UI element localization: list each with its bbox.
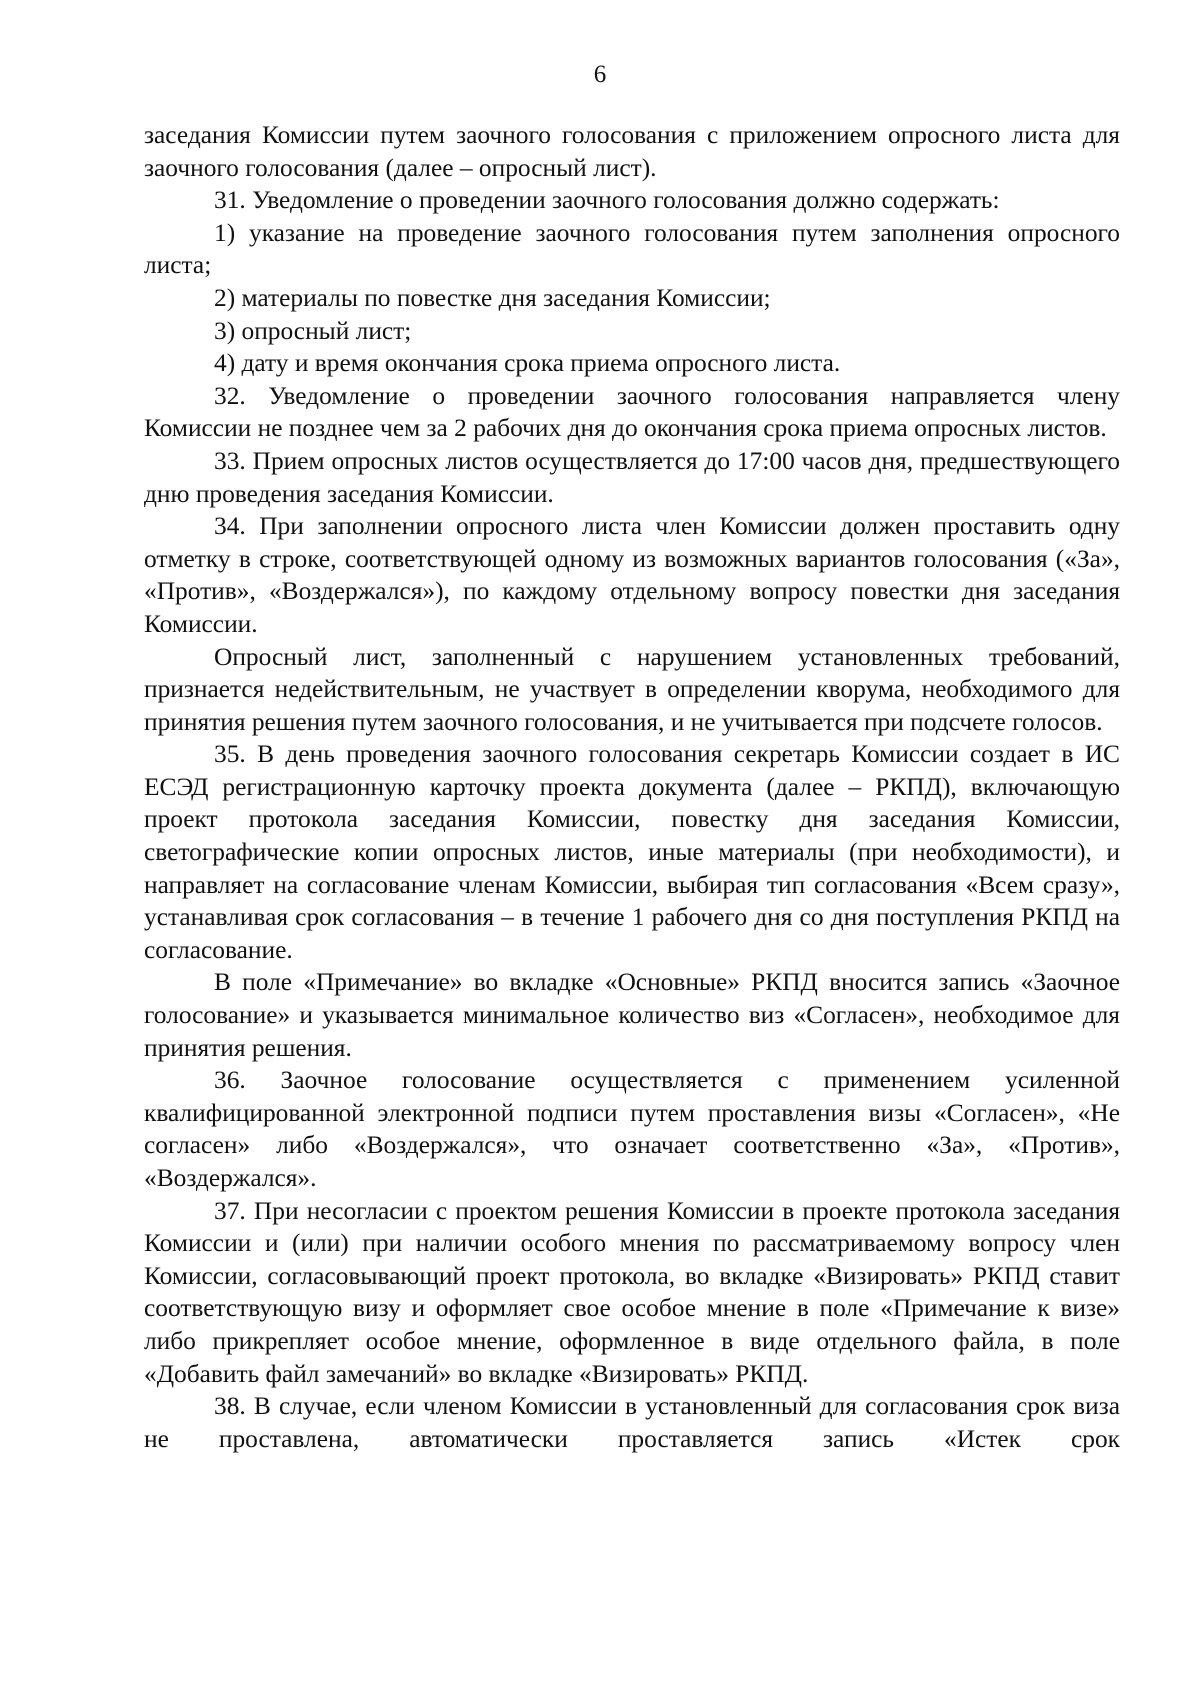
paragraph-item-32: 32. Уведомление о проведении заочного голосования направляется члену Комиссии не позднее чем за 2 рабочих дня до окончания срока приема опросных листов.: [144, 381, 1120, 443]
paragraph-item-34: 34. При заполнении опросного листа член Комиссии должен проставить одну отметку в строке, соответствующей одному из возможных вариантов голосования («За», «Против», «Воздержался»), по каждому отдельному вопросу повестки дня заседания Комиссии.: [144, 512, 1120, 638]
paragraph-item-35: 35. В день проведения заочного голосования секретарь Комиссии создает в ИС ЕСЭД регистрационную карточку проекта документа (далее – РКПД), включающую проект протокола заседания Комиссии, повестку дня заседания Комиссии, светографические копии опросных листов, иные материалы (при необходимости), и направляет на согласование членам Комиссии, выбирая тип согласования «Всем сразу», устанавливая срок согласования – в течение 1 рабочего дня со дня поступления РКПД на согласование.: [144, 740, 1120, 964]
paragraph-item-36: 36. Заочное голосование осуществляется с применением усиленной квалифицированной электронной подписи путем проставления визы «Согласен», «Не согласен» либо «Воздержался», что означает соответственно «За», «Против», «Воздержался».: [144, 1066, 1120, 1192]
paragraph-invalid-sheet: Опросный лист, заполненный с нарушением установленных требований, признается недействительным, не участвует в определении кворума, необходимого для принятия решения путем заочного голосования, и не учитывается при подсчете голосов.: [144, 642, 1120, 736]
list-item-1: 1) указание на проведение заочного голосования путем заполнения опросного листа;: [144, 218, 1120, 280]
paragraph-item-31: 31. Уведомление о проведении заочного голосования должно содержать:: [214, 186, 1000, 215]
list-item-3: 3) опросный лист;: [214, 316, 412, 345]
paragraph-continuation: заседания Комиссии путем заочного голосования с приложением опросного листа для заочного голосования (далее – опросный лист).: [144, 121, 1120, 182]
paragraph-note-field: В поле «Примечание» во вкладке «Основные» РКПД вносится запись «Заочное голосование» и указывается минимальное количество виз «Согласен», необходимое для принятия решения.: [144, 968, 1120, 1062]
list-item-2: 2) материалы по повестке дня заседания Комиссии;: [214, 283, 771, 312]
list-item-4: 4) дату и время окончания срока приема опросного листа.: [214, 349, 841, 378]
paragraph-item-33: 33. Прием опросных листов осуществляется до 17:00 часов дня, предшествующего дню проведения заседания Комиссии.: [144, 446, 1120, 508]
paragraph-item-38: 38. В случае, если членом Комиссии в установленный для согласования срок виза не проставлена, автоматически проставляется запись «Истек срок: [144, 1392, 1120, 1453]
page-number: 6: [593, 61, 607, 88]
paragraph-item-37: 37. При несогласии с проектом решения Комиссии в проекте протокола заседания Комиссии и (или) при наличии особого мнения по рассматриваемому вопросу член Комиссии, согласовывающий проект протокола, во вкладке «Визировать» РКПД ставит соответствующую визу и оформляет свое особое мнение в поле «Примечание к визе» либо прикрепляет особое мнение, оформленное в виде отдельного файла, в поле «Добавить файл замечаний» во вкладке «Визировать» РКПД.: [144, 1196, 1120, 1388]
document-body: [144, 119, 1120, 1455]
